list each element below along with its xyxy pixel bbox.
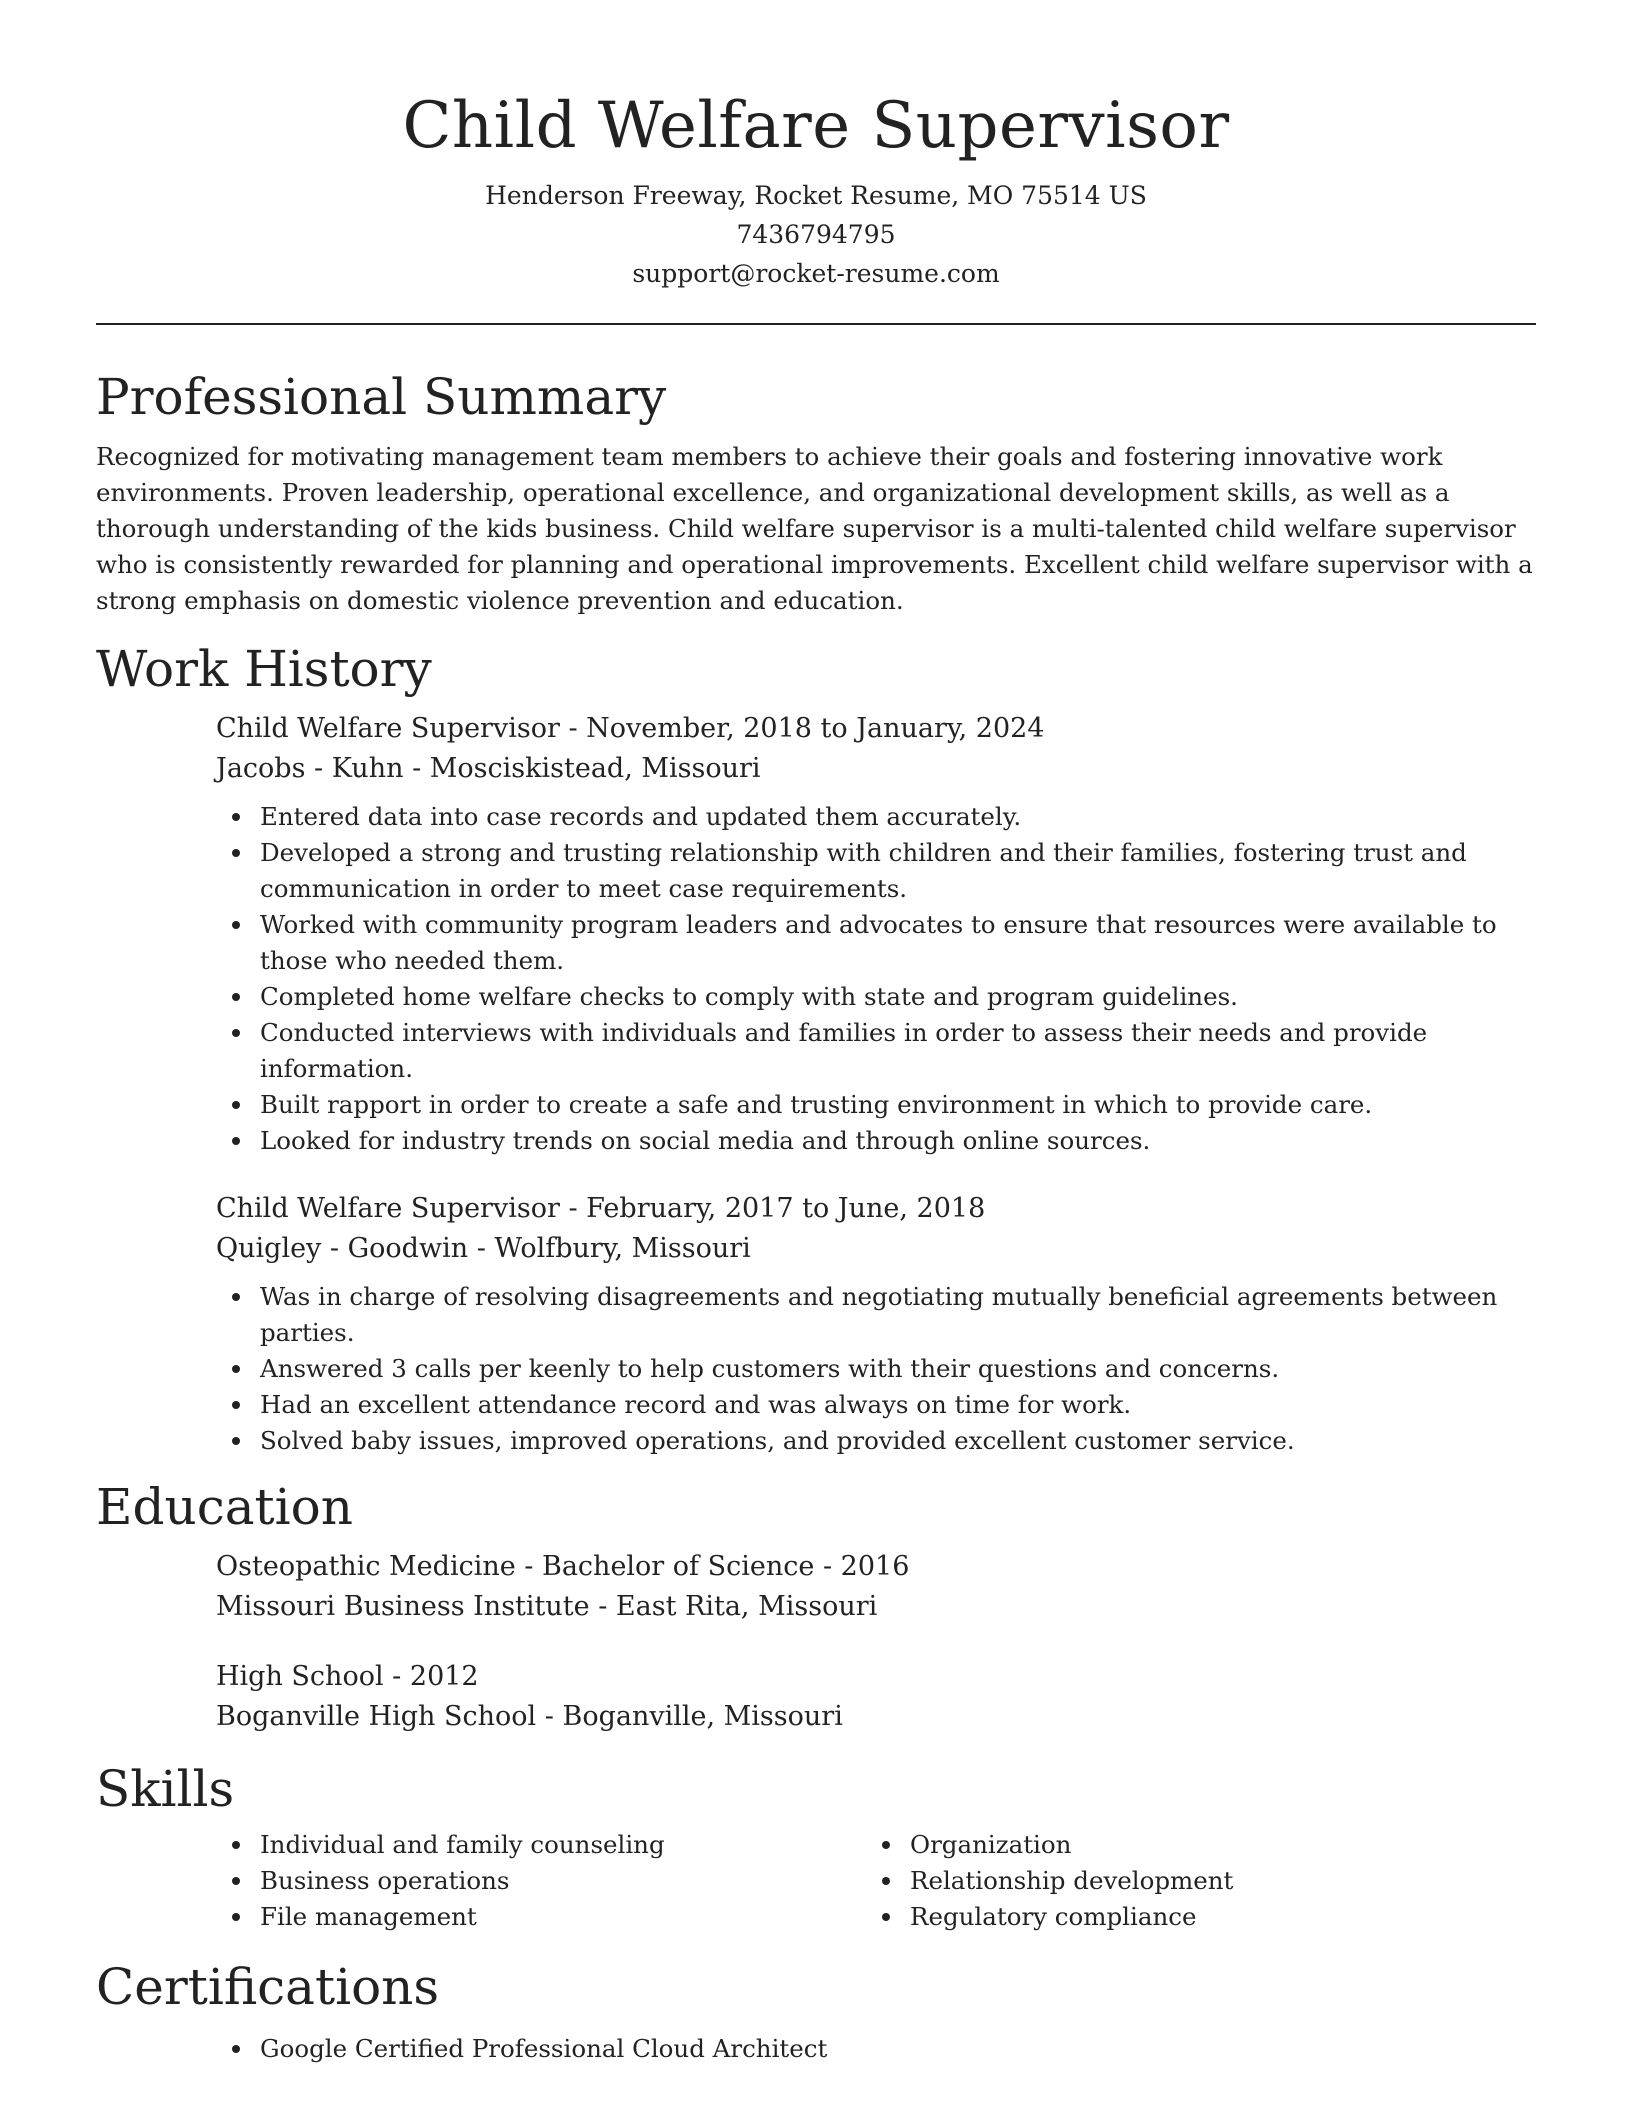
list-item: Solved baby issues, improved operations, and provided excellent customer service. [216, 1423, 1536, 1459]
education-entry [216, 1657, 1536, 1737]
list-item: Organization [866, 1827, 1516, 1863]
list-item: Relationship development [866, 1863, 1516, 1899]
bullet-icon [232, 1913, 240, 1921]
bullet-icon [882, 1877, 890, 1885]
header-divider [96, 323, 1536, 325]
degree-line: High School - 2012 [216, 1661, 479, 1692]
bullet-icon [232, 1365, 240, 1373]
bullet-icon [232, 1293, 240, 1301]
list-item: Google Certified Professional Cloud Architect [216, 2031, 1536, 2067]
resume-name: Child Welfare Supervisor [402, 89, 1230, 163]
contact-info [96, 176, 1536, 293]
certifications-list [216, 2031, 1536, 2067]
job-company-line: Quigley - Goodwin - Wolfbury, Missouri [216, 1233, 751, 1264]
job-entry [216, 1189, 1536, 1269]
contact-phone: 7436794795 [736, 220, 896, 249]
summary-title: Professional Summary [96, 368, 667, 426]
skills-list-right [866, 1827, 1516, 1935]
skills-section [96, 1759, 1536, 1935]
school-line: Missouri Business Institute - East Rita, Missouri [216, 1591, 878, 1622]
bullet-icon [232, 1877, 240, 1885]
bullet-icon [232, 1401, 240, 1409]
job-dates: February, 2017 to June, 2018 [586, 1193, 986, 1224]
job-title-line: Child Welfare Supervisor - November, 2018 to January, 2024 [216, 713, 1045, 744]
job-company-line: Jacobs - Kuhn - Mosciskistead, Missouri [216, 753, 761, 784]
list-item: Looked for industry trends on social media and through online sources. [216, 1123, 1536, 1159]
list-item: Was in charge of resolving disagreements and negotiating mutually beneficial agreements between parties. [216, 1279, 1536, 1351]
job-role: Child Welfare Supervisor [216, 1193, 560, 1224]
degree: Osteopathic Medicine - Bachelor of Science [216, 1551, 815, 1582]
school-line: Boganville High School - Boganville, Missouri [216, 1701, 843, 1732]
education-entry [216, 1547, 1536, 1627]
job-entry [216, 709, 1536, 789]
certifications-section [96, 1957, 1536, 2067]
bullet-icon [882, 1913, 890, 1921]
job-duties-list [216, 1279, 1536, 1459]
list-item: Business operations [216, 1863, 866, 1899]
school-name: Missouri Business Institute [216, 1591, 590, 1622]
bullet-icon [232, 993, 240, 1001]
school-name: Boganville High School [216, 1701, 537, 1732]
certifications-title: Certifications [96, 1958, 440, 2016]
list-item: Worked with community program leaders and advocates to ensure that resources were available to those who needed them. [216, 907, 1536, 979]
list-item: Developed a strong and trusting relationship with children and their families, fostering trust and communication in order to meet case requirements. [216, 835, 1536, 907]
list-item: Completed home welfare checks to comply with state and program guidelines. [216, 979, 1536, 1015]
skills-grid [216, 1827, 1536, 1935]
job-dates: November, 2018 to January, 2024 [586, 713, 1045, 744]
skills-list-left [216, 1827, 866, 1935]
bullet-icon [232, 1137, 240, 1145]
school-location: Boganville, Missouri [562, 1701, 843, 1732]
list-item: Entered data into case records and updated them accurately. [216, 799, 1536, 835]
list-item: Regulatory compliance [866, 1899, 1516, 1935]
education-section [96, 1477, 1536, 1737]
school-location: East Rita, Missouri [615, 1591, 878, 1622]
bullet-icon [232, 2045, 240, 2053]
summary-text: Recognized for motivating management team members to achieve their goals and fostering innovative work environments. Proven leadership, operational excellence, and organizational development skills, as well as a thorough understanding of the kids business. Child welfare supervisor is a multi-talented child welfare supervisor who is consistently rewarded for planning and operational improvements. Excellent child welfare supervisor with a strong emphasis on domestic violence prevention and education. [96, 442, 1533, 615]
list-item: File management [216, 1899, 866, 1935]
bullet-icon [232, 1437, 240, 1445]
graduation-year: 2016 [840, 1551, 910, 1582]
contact-address: Henderson Freeway, Rocket Resume, MO 75514 US [485, 181, 1147, 210]
resume-header [96, 0, 1536, 293]
bullet-icon [882, 1841, 890, 1849]
bullet-icon [232, 921, 240, 929]
job-company: Quigley - Goodwin [216, 1233, 469, 1264]
job-role: Child Welfare Supervisor [216, 713, 560, 744]
bullet-icon [232, 849, 240, 857]
degree-line: Osteopathic Medicine - Bachelor of Science - 2016 [216, 1551, 910, 1582]
contact-email: support@rocket-resume.com [632, 259, 1000, 288]
job-duties-list [216, 799, 1536, 1159]
education-title: Education [96, 1478, 353, 1536]
bullet-icon [232, 1841, 240, 1849]
list-item: Answered 3 calls per keenly to help customers with their questions and concerns. [216, 1351, 1536, 1387]
resume-page [96, 0, 1536, 2067]
job-location: Wolfbury, Missouri [494, 1233, 751, 1264]
graduation-year: 2012 [409, 1661, 479, 1692]
bullet-icon [232, 813, 240, 821]
degree: High School [216, 1661, 384, 1692]
list-item: Individual and family counseling [216, 1827, 866, 1863]
list-item: Conducted interviews with individuals and families in order to assess their needs and provide information. [216, 1015, 1536, 1087]
job-title-line: Child Welfare Supervisor - February, 2017 to June, 2018 [216, 1193, 986, 1224]
bullet-icon [232, 1101, 240, 1109]
job-location: Mosciskistead, Missouri [429, 753, 761, 784]
work-history-title: Work History [96, 640, 432, 698]
list-item: Built rapport in order to create a safe and trusting environment in which to provide care. [216, 1087, 1536, 1123]
list-item: Had an excellent attendance record and was always on time for work. [216, 1387, 1536, 1423]
bullet-icon [232, 1029, 240, 1037]
work-history-section [96, 639, 1536, 1459]
job-company: Jacobs - Kuhn [216, 753, 404, 784]
skills-title: Skills [96, 1760, 235, 1818]
summary-section [96, 367, 1536, 619]
